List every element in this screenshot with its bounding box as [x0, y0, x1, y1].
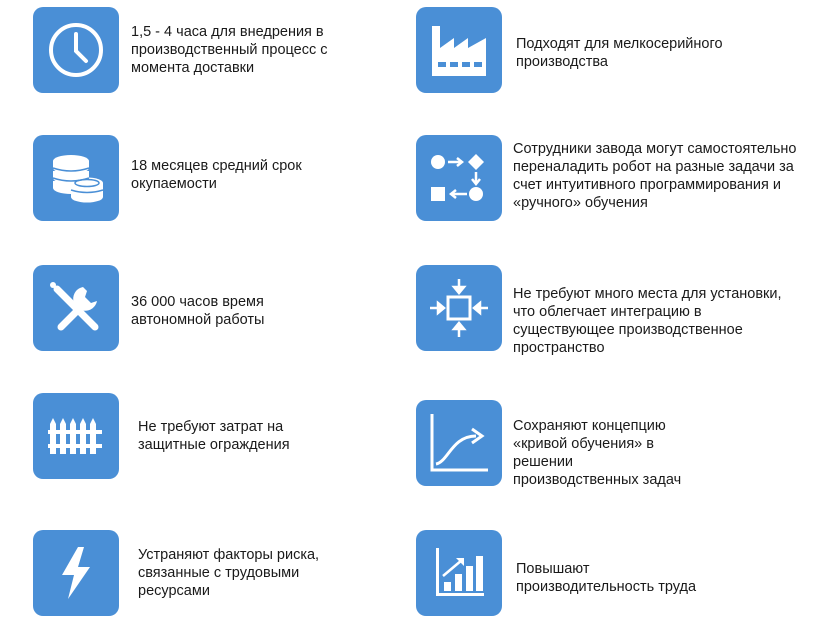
growth-chart-icon: [434, 548, 484, 598]
feature-text-learning-curve: Сохраняют концепцию «кривой обучения» в решении производственных задач: [513, 418, 682, 488]
fence-tile: [33, 393, 119, 479]
coins-tile: [33, 135, 119, 221]
factory-icon: [428, 22, 490, 78]
feature-text-payback: 18 месяцев средний срок окупаемости: [131, 158, 302, 192]
lightning-icon: [56, 545, 96, 601]
factory-tile: [416, 7, 502, 93]
lightning-tile: [33, 530, 119, 616]
feature-text-fencing: Не требуют затрат на защитные ограждения: [138, 419, 290, 453]
learning-curve-icon: [428, 412, 490, 474]
feature-text-productivity: Повышают производительность труда: [516, 561, 697, 595]
clock-tile: [33, 7, 119, 93]
feature-text-space: Не требуют много места для установки, что облегчает интеграцию в существующее производственное пространство: [513, 286, 782, 356]
feature-text-small-batch: Подходят для мелкосерийного производства: [516, 36, 723, 70]
feature-text-implementation: 1,5 - 4 часа для внедрения в производственный процесс с момента доставки: [131, 24, 328, 76]
workflow-tile: [416, 135, 502, 221]
growth-chart-tile: [416, 530, 502, 616]
coins-icon: [45, 147, 107, 209]
feature-text-autonomy: 36 000 часов время автономной работы: [131, 294, 265, 328]
feature-text-risk: Устраняют факторы риска, связанные с трудовыми ресурсами: [138, 547, 320, 599]
tools-icon: [47, 279, 105, 337]
compact-icon: [428, 277, 490, 339]
workflow-icon: [428, 148, 490, 208]
compact-tile: [416, 265, 502, 351]
learning-curve-tile: [416, 400, 502, 486]
fence-icon: [48, 416, 104, 456]
feature-text-reprogramming: Сотрудники завода могут самостоятельно переналадить робот на разные задачи за счет интуитивного программирования и «ручного» обучения: [513, 141, 797, 211]
clock-icon: [46, 20, 106, 80]
tools-tile: [33, 265, 119, 351]
